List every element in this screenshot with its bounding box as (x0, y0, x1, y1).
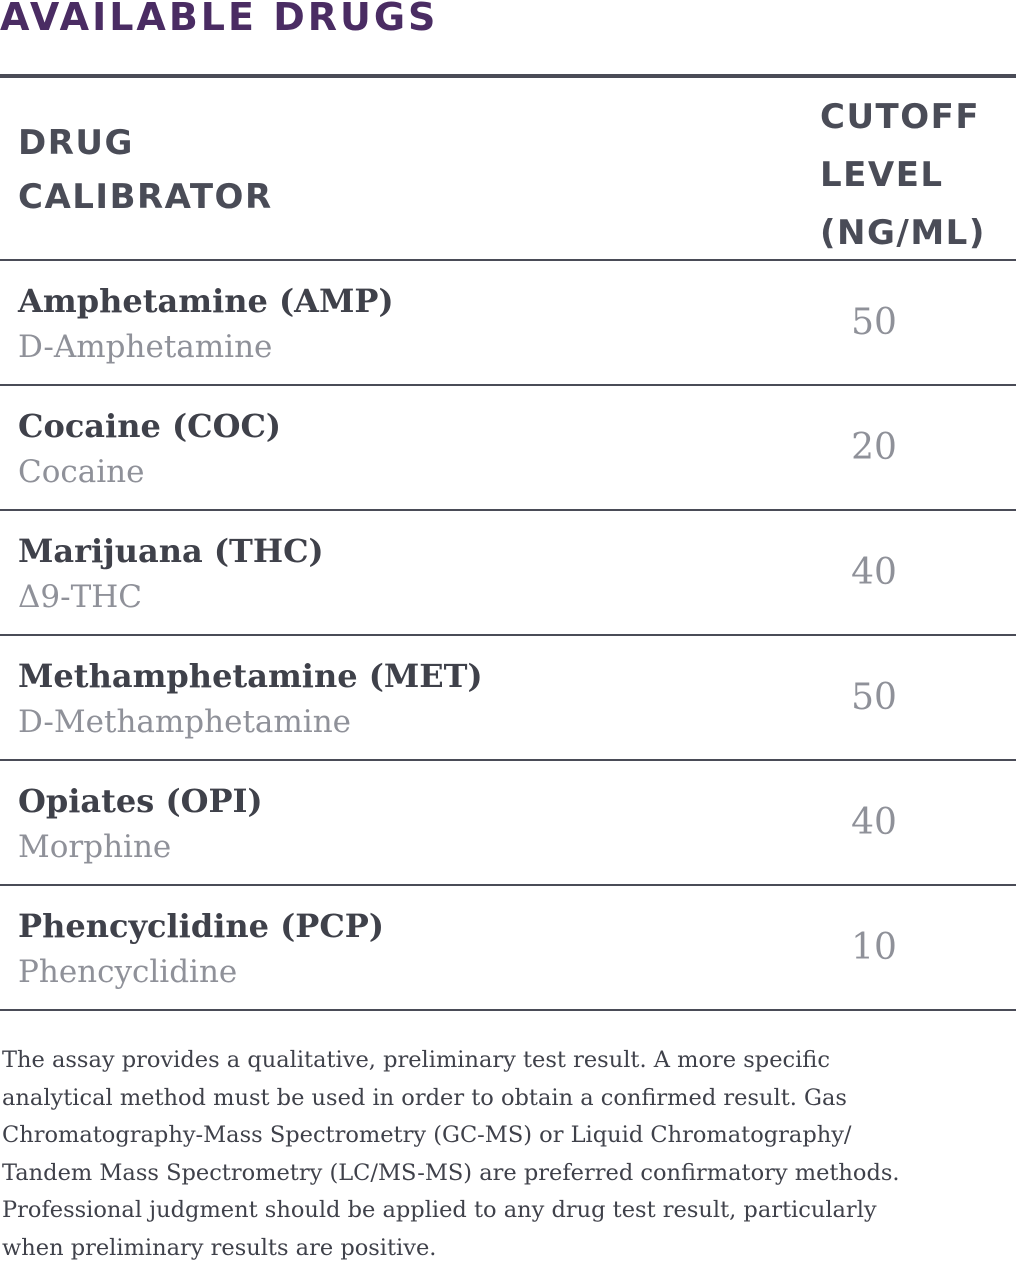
table-row (0, 386, 1016, 511)
drug-table-body (0, 261, 1016, 1011)
table-row (0, 261, 1016, 386)
footnote-line: Professional judgment should be applied to any drug test result, particularly (2, 1197, 877, 1224)
cutoff-value: 20 (851, 427, 897, 468)
assay-footnote (2, 1042, 1012, 1268)
cutoff-level-header (820, 88, 986, 262)
drug-name: Cocaine (COC) (18, 407, 282, 445)
drug-calibrator-header (18, 116, 273, 224)
drug-name: Methamphetamine (MET) (18, 657, 483, 695)
table-header (0, 78, 1016, 261)
drug-calibrator: D-Amphetamine (18, 329, 273, 365)
cutoff-value: 50 (851, 677, 897, 718)
table-row (0, 886, 1016, 1011)
table-row (0, 761, 1016, 886)
footnote-line: Chromatography-Mass Spectrometry (GC-MS) or Liquid Chromatography/ (2, 1122, 852, 1149)
drug-name: Amphetamine (AMP) (18, 282, 394, 320)
drug-name: Phencyclidine (PCP) (18, 907, 384, 945)
footnote-line: The assay provides a qualitative, preliminary test result. A more specific (2, 1047, 830, 1073)
cutoff-value: 40 (851, 552, 897, 593)
drug-calibrator: Phencyclidine (18, 954, 238, 990)
header-drug-label: DRUG (18, 123, 134, 163)
header-unit-label: (NG/ML) (820, 213, 986, 253)
drug-calibrator: Δ9-THC (18, 579, 143, 615)
drug-name: Opiates (OPI) (18, 782, 263, 820)
footnote-line: analytical method must be used in order to obtain a confirmed result. Gas (2, 1084, 847, 1111)
table-row (0, 511, 1016, 636)
header-cutoff-label: CUTOFF (820, 97, 981, 137)
cutoff-value: 50 (851, 302, 897, 343)
table-row (0, 636, 1016, 761)
page-title: AVAILABLE DRUGS (0, 0, 439, 39)
header-level-label: LEVEL (820, 155, 944, 195)
drug-name: Marijuana (THC) (18, 532, 324, 570)
footnote-line: when preliminary results are positive. (2, 1234, 437, 1261)
cutoff-value: 40 (851, 802, 897, 843)
drug-calibrator: Cocaine (18, 454, 145, 490)
header-calibrator-label: CALIBRATOR (18, 177, 273, 217)
cutoff-value: 10 (851, 927, 897, 968)
drug-calibrator: D-Methamphetamine (18, 704, 352, 740)
footnote-line: Tandem Mass Spectrometry (LC/MS-MS) are preferred confirmatory methods. (2, 1159, 900, 1186)
drug-calibrator: Morphine (18, 829, 172, 865)
